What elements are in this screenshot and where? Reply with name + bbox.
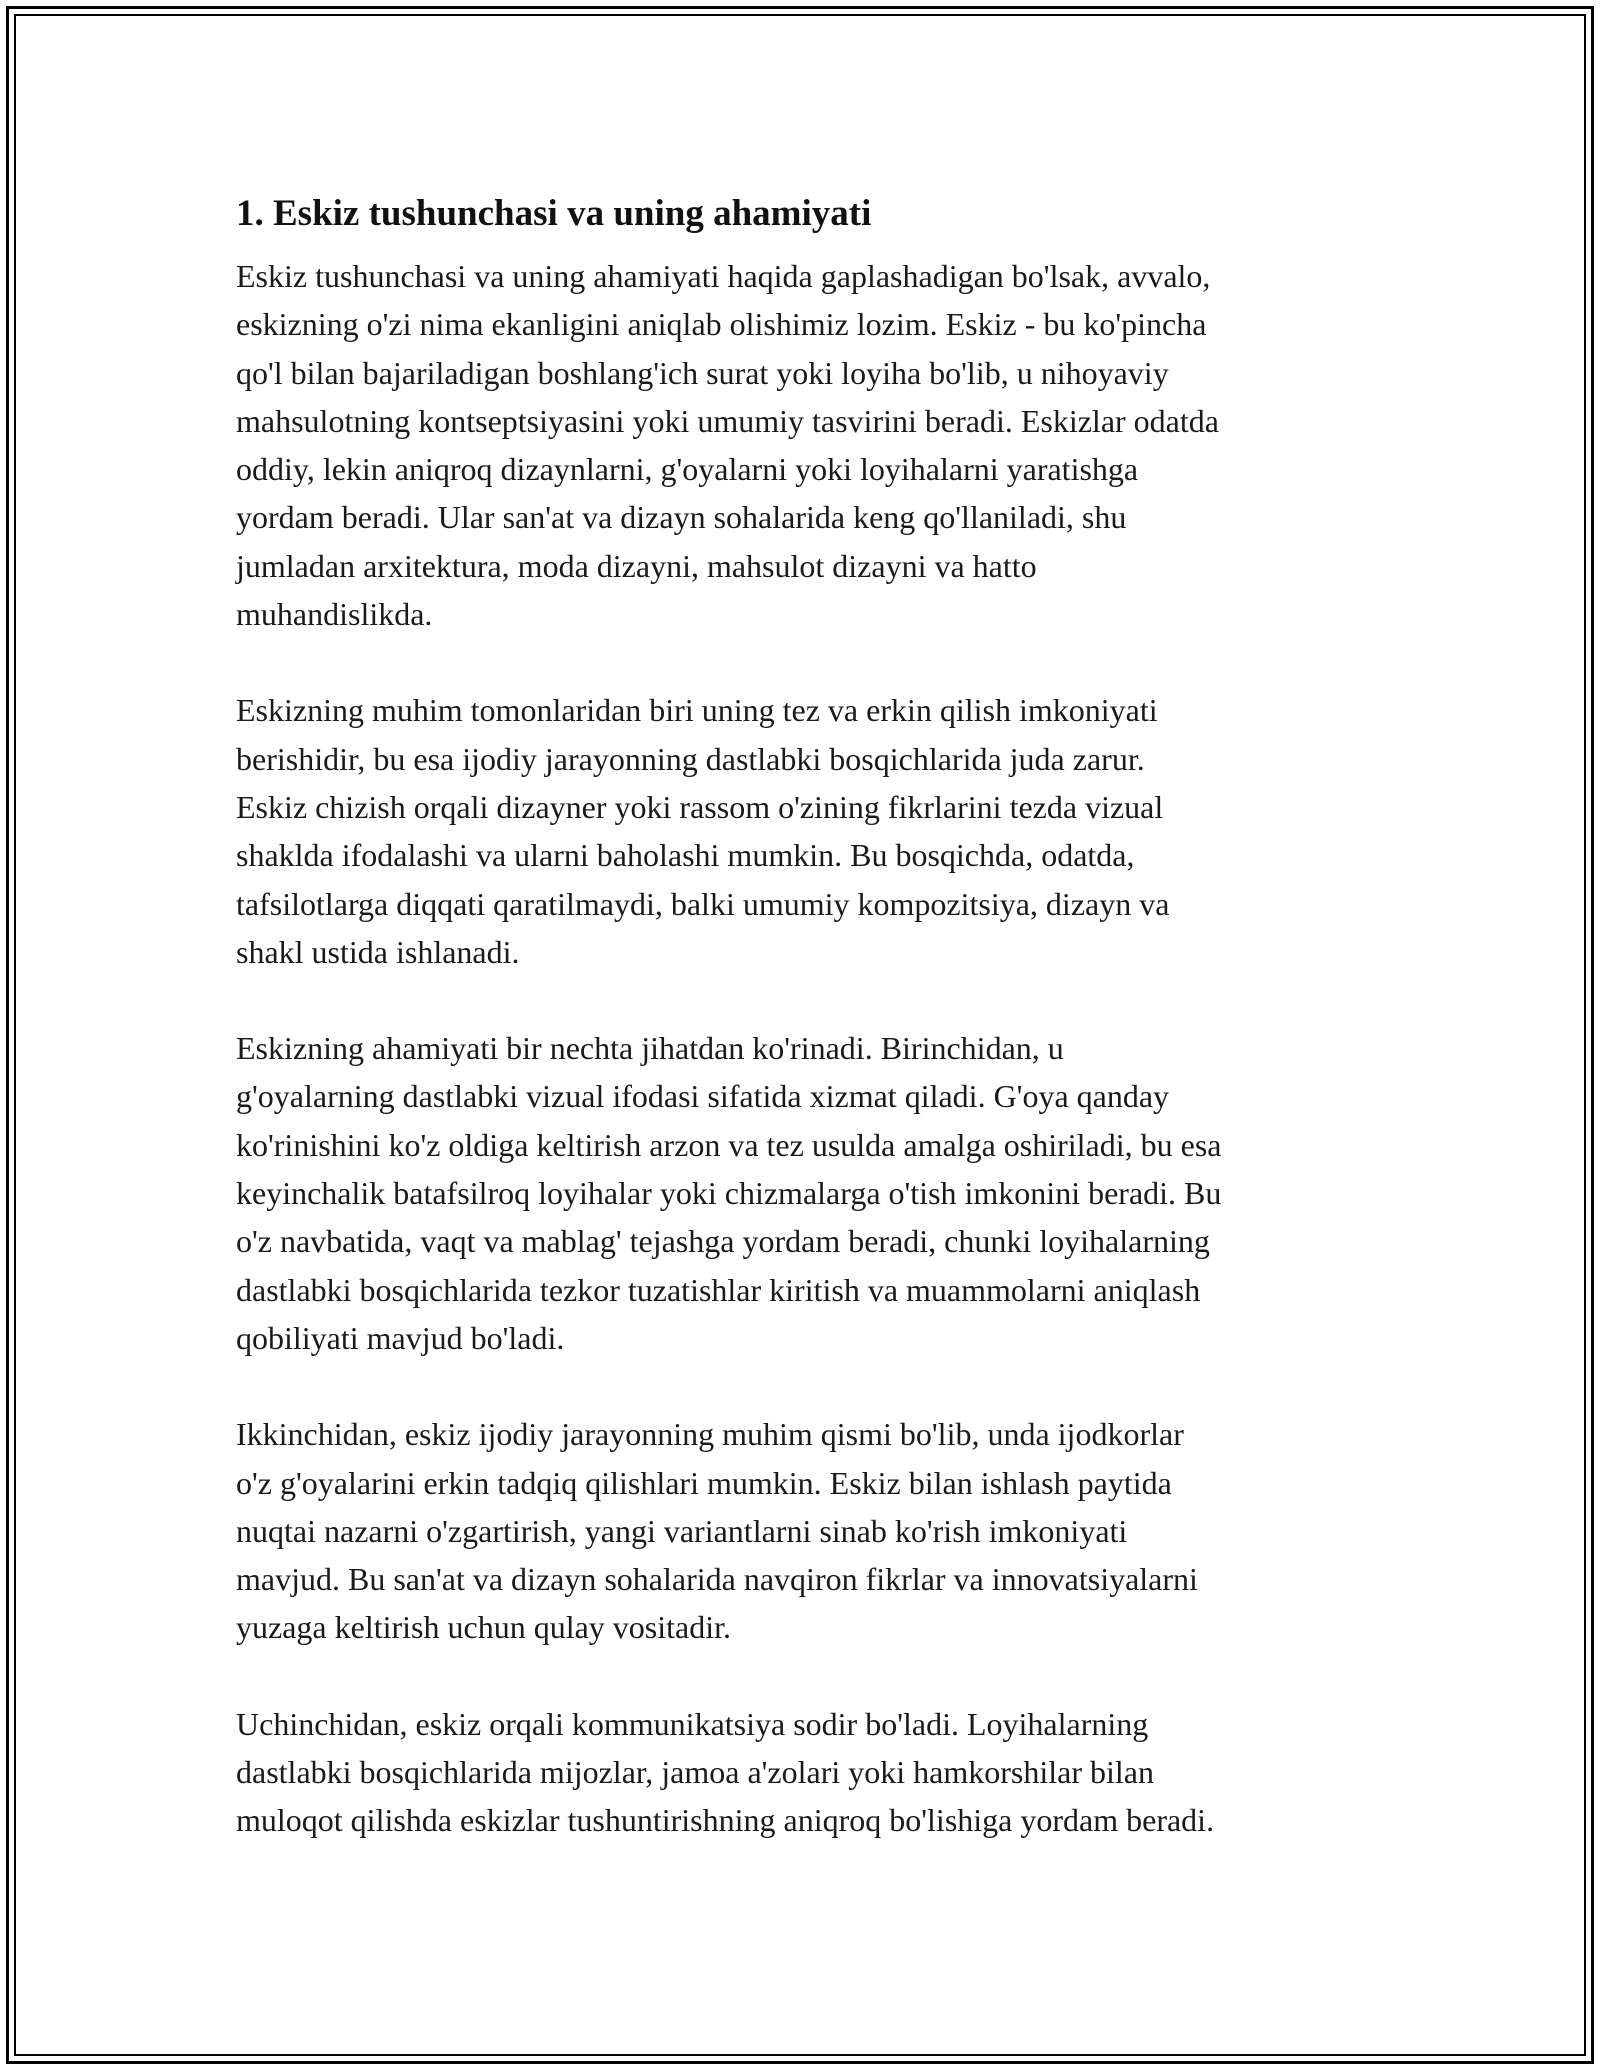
paragraph-line: Ikkinchidan, eskiz ijodiy jarayonning muhim qismi bo'lib, unda ijodkorlar: [236, 1416, 1184, 1453]
paragraph-line: Eskiz chizish orqali dizayner yoki rassom o'zining fikrlarini tezda vizual: [236, 788, 1164, 825]
paragraph-line: g'oyalarning dastlabki vizual ifodasi sifatida xizmat qiladi. G'oya qanday: [236, 1078, 1170, 1115]
paragraph-line: keyinchalik batafsilroq loyihalar yoki chizmalarga o'tish imkonini beradi. Bu: [236, 1175, 1222, 1212]
paragraph-line: dastlabki bosqichlarida tezkor tuzatishlar kiritish va muammolarni aniqlash: [236, 1271, 1201, 1308]
paragraph-line: yuzaga keltirish uchun qulay vositadir.: [236, 1609, 731, 1646]
body-paragraph: [236, 686, 1376, 976]
section-title: 1. Eskiz tushunchasi va uning ahamiyati: [236, 193, 872, 234]
paragraph-line: eskizning o'zi nima ekanligini aniqlab olishimiz lozim. Eskiz - bu ko'pincha: [236, 306, 1207, 343]
body-paragraph: [236, 1410, 1376, 1651]
document-body: [236, 184, 1376, 1893]
paragraph-line: qobiliyati mavjud bo'ladi.: [236, 1319, 565, 1356]
paragraph-line: Eskizning ahamiyati bir nechta jihatdan ko'rinadi. Birinchidan, u: [236, 1030, 1064, 1067]
paragraph-line: berishidir, bu esa ijodiy jarayonning dastlabki bosqichlarida juda zarur.: [236, 740, 1145, 777]
paragraph-line: mahsulotning kontseptsiyasini yoki umumiy tasvirini beradi. Eskizlar odatda: [236, 402, 1219, 439]
paragraph-list: [236, 252, 1376, 1845]
body-paragraph: [236, 1024, 1376, 1362]
body-paragraph: [236, 252, 1376, 638]
paragraph-line: Eskizning muhim tomonlaridan biri uning tez va erkin qilish imkoniyati: [236, 692, 1158, 729]
paragraph-line: shaklda ifodalashi va ularni baholashi mumkin. Bu bosqichda, odatda,: [236, 837, 1135, 874]
paragraph-line: oddiy, lekin aniqroq dizaynlarni, g'oyalarni yoki loyihalarni yaratishga: [236, 451, 1139, 488]
paragraph-line: qo'l bilan bajariladigan boshlang'ich surat yoki loyiha bo'lib, u nihoyaviy: [236, 354, 1169, 391]
paragraph-line: shakl ustida ishlanadi.: [236, 933, 520, 970]
paragraph-line: muloqot qilishda eskizlar tushuntirishning aniqroq bo'lishiga yordam beradi.: [236, 1802, 1215, 1839]
paragraph-line: o'z navbatida, vaqt va mablag' tejashga yordam beradi, chunki loyihalarning: [236, 1223, 1210, 1260]
paragraph-line: Uchinchidan, eskiz orqali kommunikatsiya sodir bo'ladi. Loyihalarning: [236, 1705, 1149, 1742]
body-paragraph: [236, 1700, 1376, 1845]
paragraph-line: yordam beradi. Ular san'at va dizayn sohalarida keng qo'llaniladi, shu: [236, 499, 1127, 536]
paragraph-line: tafsilotlarga diqqati qaratilmaydi, balki umumiy kompozitsiya, dizayn va: [236, 885, 1170, 922]
paragraph-line: Eskiz tushunchasi va uning ahamiyati haqida gaplashadigan bo'lsak, avvalo,: [236, 258, 1211, 294]
paragraph-line: dastlabki bosqichlarida mijozlar, jamoa a'zolari yoki hamkorshilar bilan: [236, 1754, 1154, 1791]
paragraph-line: jumladan arxitektura, moda dizayni, mahsulot dizayni va hatto: [236, 547, 1037, 584]
paragraph-line: nuqtai nazarni o'zgartirish, yangi variantlarni sinab ko'rish imkoniyati: [236, 1512, 1128, 1549]
paragraph-line: mavjud. Bu san'at va dizayn sohalarida navqiron fikrlar va innovatsiyalarni: [236, 1561, 1198, 1598]
paragraph-line: o'z g'oyalarini erkin tadqiq qilishlari mumkin. Eskiz bilan ishlash paytida: [236, 1464, 1172, 1501]
paragraph-line: muhandislikda.: [236, 596, 433, 633]
paragraph-line: ko'rinishini ko'z oldiga keltirish arzon va tez usulda amalga oshiriladi, bu esa: [236, 1126, 1222, 1163]
